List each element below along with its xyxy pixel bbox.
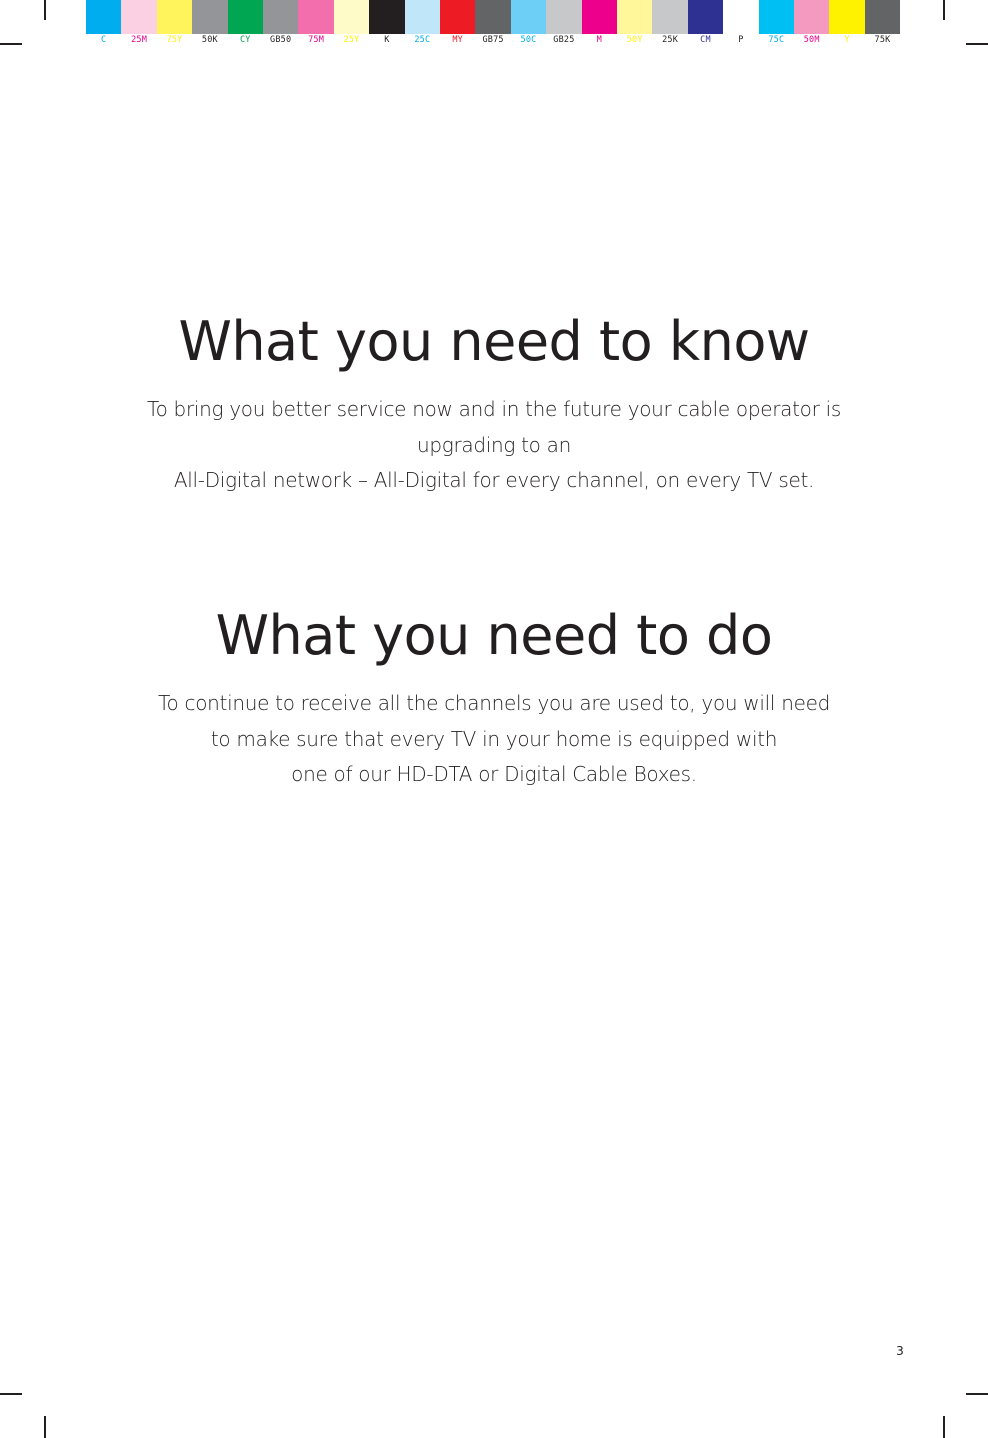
color-swatch-label: CY xyxy=(239,35,251,45)
color-swatch xyxy=(688,0,723,34)
color-swatch-label: 50K xyxy=(201,35,218,45)
color-swatch xyxy=(121,0,156,34)
do-body-line: one of our HD-DTA or Digital Cable Boxes. xyxy=(291,762,697,786)
color-swatch xyxy=(829,0,864,34)
color-swatch-label: 25M xyxy=(131,35,148,45)
color-swatch-label: Y xyxy=(844,35,850,45)
color-swatch-label: 50M xyxy=(803,35,820,45)
color-swatch xyxy=(334,0,369,34)
color-swatch-label: K xyxy=(384,35,390,45)
color-swatch-label: GB25 xyxy=(553,35,575,45)
color-swatch-label: M xyxy=(596,35,602,45)
know-section xyxy=(0,310,988,499)
color-swatch-label: P xyxy=(738,35,744,45)
color-swatch xyxy=(511,0,546,34)
crop-mark-bottom-right-horizontal xyxy=(966,1393,988,1395)
color-swatch-label: CM xyxy=(700,35,711,45)
color-swatch xyxy=(617,0,652,34)
do-body-line: to make sure that every TV in your home is equipped with xyxy=(210,726,778,751)
know-body-line: All-Digital network – All-Digital for every channel, on every TV set. xyxy=(173,468,815,492)
color-swatch xyxy=(228,0,263,34)
crop-mark-top-left-horizontal xyxy=(0,43,22,45)
color-swatch xyxy=(475,0,510,34)
know-heading: What you need to know xyxy=(178,310,810,373)
color-swatch-label: 50C xyxy=(520,35,537,45)
color-swatch xyxy=(440,0,475,34)
color-swatch xyxy=(546,0,581,34)
color-swatch-label: GB75 xyxy=(482,35,504,45)
color-swatch-label: 25K xyxy=(662,35,679,45)
do-heading: What you need to do xyxy=(215,604,773,667)
crop-mark-top-right-horizontal xyxy=(966,43,988,45)
printer-color-bar xyxy=(86,0,901,45)
know-body-line: To bring you better service now and in the future your cable operator is xyxy=(147,397,841,421)
crop-mark-top-right-vertical xyxy=(943,0,945,20)
crop-mark-bottom-left-horizontal xyxy=(0,1393,22,1395)
do-body-line: To continue to receive all the channels you are used to, you will need xyxy=(158,691,830,715)
color-swatch xyxy=(405,0,440,34)
crop-mark-bottom-left-vertical xyxy=(44,1416,46,1438)
crop-mark-top-left-vertical xyxy=(44,0,46,20)
do-body xyxy=(0,686,988,793)
color-swatch-label: 25Y xyxy=(343,35,360,45)
color-swatch-label: C xyxy=(101,35,107,45)
color-swatch-label: 75K xyxy=(874,35,891,45)
color-swatch xyxy=(652,0,687,34)
know-body-line: upgrading to an xyxy=(416,432,571,457)
color-swatch xyxy=(759,0,794,34)
do-section xyxy=(0,604,988,793)
page-number: 3 xyxy=(896,1344,904,1358)
color-swatch-label: GB50 xyxy=(270,35,292,45)
color-swatch-label: 75M xyxy=(308,35,325,45)
color-swatch-label: 50Y xyxy=(626,35,643,45)
color-swatch-label: 75C xyxy=(768,35,785,45)
color-swatch xyxy=(192,0,227,34)
color-swatch-label: 75Y xyxy=(166,35,183,45)
color-swatch xyxy=(298,0,333,34)
color-swatch xyxy=(369,0,404,34)
crop-mark-bottom-right-vertical xyxy=(943,1416,945,1438)
know-body xyxy=(0,392,988,499)
color-swatch xyxy=(86,0,121,34)
color-swatch xyxy=(865,0,900,34)
color-swatch xyxy=(582,0,617,34)
color-swatch xyxy=(794,0,829,34)
color-swatch xyxy=(263,0,298,34)
color-swatch xyxy=(723,0,758,34)
color-swatch xyxy=(157,0,192,34)
color-swatch-label: MY xyxy=(452,35,463,45)
color-swatch-label: 25C xyxy=(414,35,431,45)
